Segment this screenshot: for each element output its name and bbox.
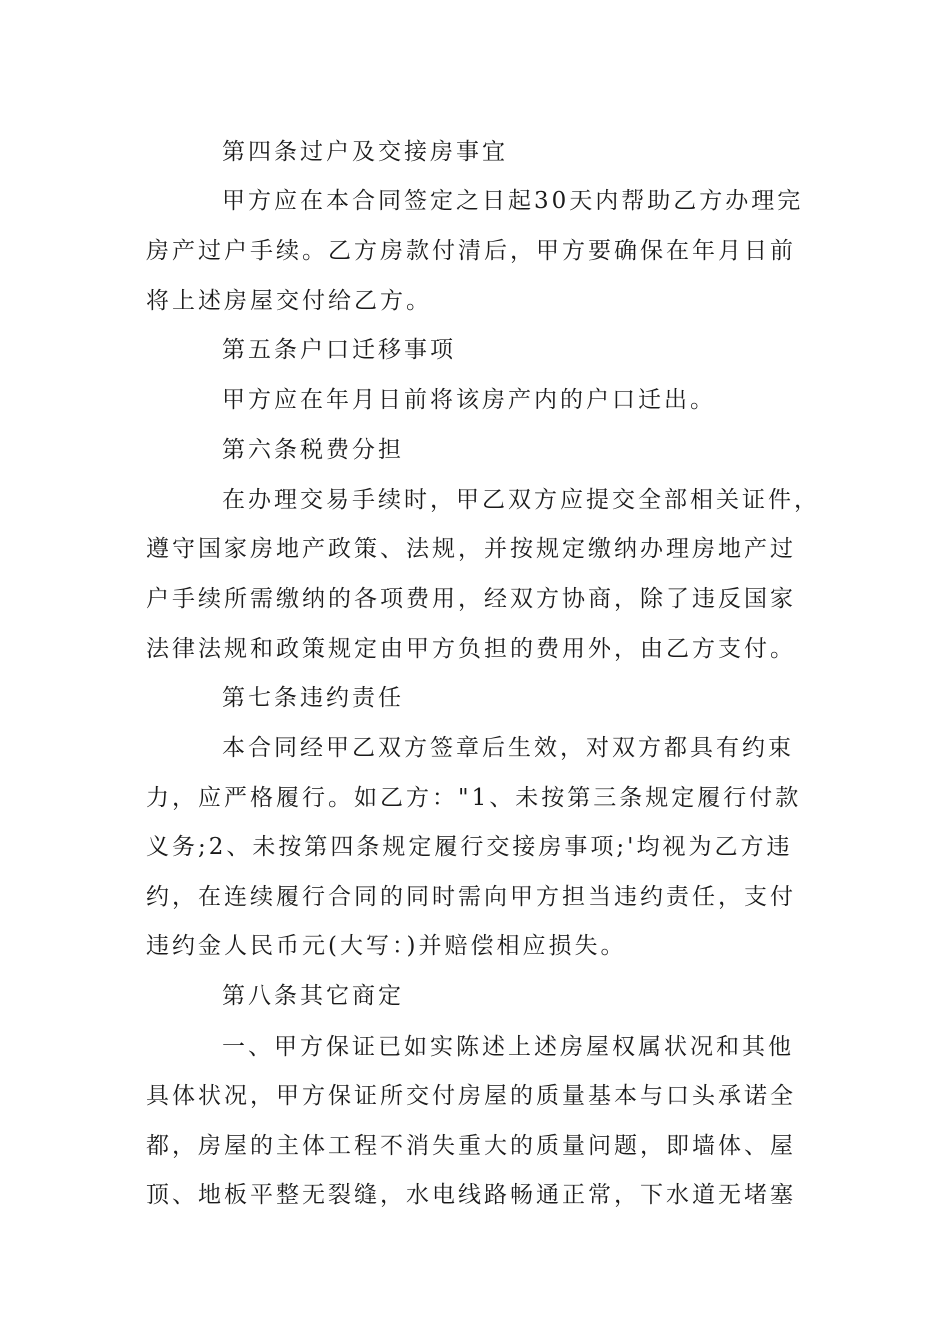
paragraph-line: 甲方应在本合同签定之日起30天内帮助乙方办理完: [222, 188, 804, 214]
paragraph-line: 甲方应在年月日前将该房产内的户口迁出。: [222, 387, 716, 413]
paragraph-line: 房产过户手续。乙方房款付清后，甲方要确保在年月日前: [146, 238, 796, 264]
paragraph-line: 力，应严格履行。如乙方："1、未按第三条规定履行付款: [146, 785, 802, 811]
paragraph-line: 户手续所需缴纳的各项费用，经双方协商，除了违反国家: [146, 586, 796, 612]
paragraph-line: 遵守国家房地产政策、法规，并按规定缴纳办理房地产过: [146, 536, 796, 562]
paragraph-line: 本合同经甲乙双方签章后生效，对双方都具有约束: [222, 735, 794, 761]
paragraph-line: 义务;2、未按第四条规定履行交接房事项;'均视为乙方违: [146, 834, 793, 860]
paragraph-line: 都，房屋的主体工程不消失重大的质量问题，即墙体、屋: [146, 1133, 796, 1159]
section-heading-5: 第五条户口迁移事项: [222, 337, 456, 363]
paragraph-line: 约，在连续履行合同的同时需向甲方担当违约责任，支付: [146, 884, 796, 910]
paragraph-line: 一、甲方保证已如实陈述上述房屋权属状况和其他: [222, 1034, 794, 1060]
section-heading-6: 第六条税费分担: [222, 437, 404, 463]
paragraph-line: 违约金人民币元(大写：)并赔偿相应损失。: [146, 933, 627, 959]
paragraph-line: 在办理交易手续时，甲乙双方应提交全部相关证件，: [222, 487, 820, 513]
section-heading-8: 第八条其它商定: [222, 983, 404, 1009]
section-heading-4: 第四条过户及交接房事宜: [222, 139, 508, 165]
paragraph-line: 顶、地板平整无裂缝，水电线路畅通正常，下水道无堵塞: [146, 1182, 796, 1208]
paragraph-line: 法律法规和政策规定由甲方负担的费用外，由乙方支付。: [146, 636, 796, 662]
paragraph-line: 将上述房屋交付给乙方。: [146, 288, 432, 314]
section-heading-7: 第七条违约责任: [222, 685, 404, 711]
paragraph-line: 具体状况，甲方保证所交付房屋的质量基本与口头承诺全: [146, 1083, 796, 1109]
